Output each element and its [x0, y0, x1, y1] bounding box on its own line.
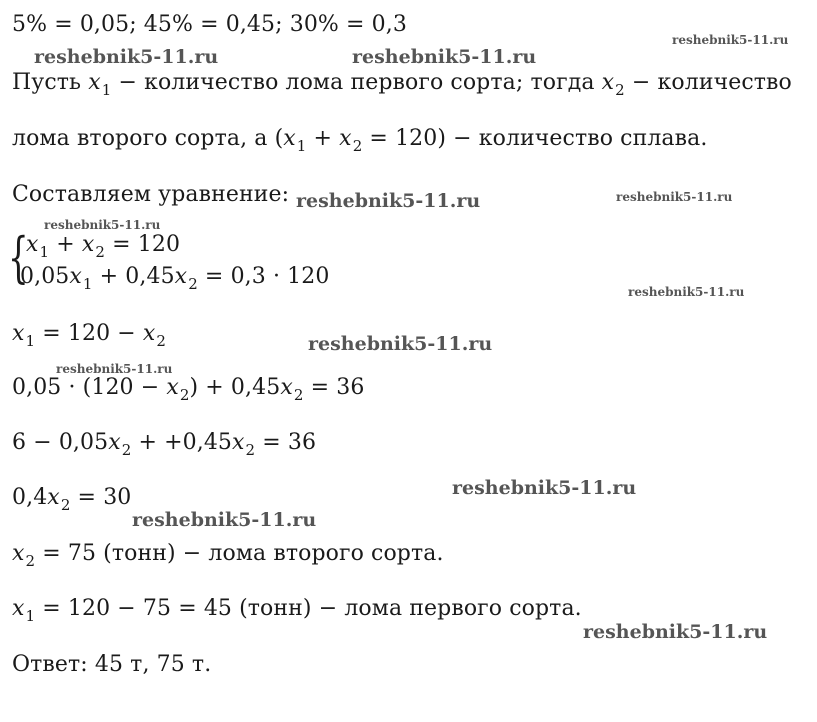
sub-2: 2 — [25, 552, 36, 570]
var-x: x — [69, 264, 82, 289]
let-statement — [12, 70, 792, 97]
system-brace: { — [8, 226, 29, 289]
sub-1: 1 — [25, 607, 36, 625]
text-result: = 120 − 75 = 45 (тонн) − лома первого сорта. — [35, 596, 582, 621]
sub-2: 2 — [352, 137, 363, 155]
watermark: reshebnik5-11.ru — [352, 46, 537, 68]
sub-2: 2 — [156, 332, 167, 350]
sub-2: 2 — [188, 275, 198, 293]
var-x: x — [339, 126, 352, 151]
text-rhs: = 30 — [70, 485, 132, 510]
watermark: reshebnik5-11.ru — [583, 621, 768, 643]
var-x: x — [601, 70, 615, 95]
text-amount: − количество — [624, 70, 792, 95]
percent-conversions: 5% = 0,05; 45% = 0,45; 30% = 0,3 — [12, 12, 407, 37]
step-express-x1 — [12, 321, 166, 348]
text-let: Пусть — [12, 70, 89, 95]
watermark: reshebnik5-11.ru — [672, 33, 789, 47]
var-x: x — [12, 596, 25, 621]
watermark: reshebnik5-11.ru — [44, 218, 161, 232]
watermark: reshebnik5-11.ru — [308, 333, 493, 355]
var-x: x — [166, 375, 179, 400]
watermark: reshebnik5-11.ru — [616, 190, 733, 204]
sub-1: 1 — [101, 81, 112, 99]
system-eq-2 — [20, 264, 329, 291]
step-x2-result — [12, 541, 444, 568]
text-lhs: 0,05 · (120 − — [12, 375, 167, 400]
sub-1: 1 — [82, 275, 93, 293]
text-mid: + +0,45 — [131, 430, 233, 455]
sub-2: 2 — [245, 441, 256, 459]
step-simplify — [12, 485, 131, 512]
watermark: reshebnik5-11.ru — [628, 285, 745, 299]
system-eq-1 — [26, 232, 180, 259]
text-alloy: = 120) − количество сплава. — [362, 126, 708, 151]
watermark: reshebnik5-11.ru — [56, 362, 173, 376]
text-rhs: = 0,3 · 120 — [197, 264, 330, 289]
var-x: x — [142, 321, 156, 346]
var-x: x — [12, 541, 25, 566]
var-x: x — [174, 264, 188, 289]
var-x: x — [12, 321, 25, 346]
watermark: reshebnik5-11.ru — [296, 190, 481, 212]
text-mid: ) + 0,45 — [189, 375, 281, 400]
step-substitute — [12, 375, 364, 402]
answer: Ответ: 45 т, 75 т. — [12, 652, 212, 677]
text-second-grade: лома второго сорта, а ( — [12, 126, 284, 151]
step-x1-result — [12, 596, 582, 623]
sub-2: 2 — [95, 243, 106, 261]
var-x: x — [47, 485, 60, 510]
text-lhs: 6 − 0,05 — [12, 430, 109, 455]
coef: 0,05 — [20, 264, 70, 289]
var-x: x — [232, 430, 245, 455]
watermark: reshebnik5-11.ru — [452, 477, 637, 499]
sub-2: 2 — [179, 386, 190, 404]
text-first-grade: − количество лома первого сорта; тогда — [111, 70, 602, 95]
text-coef: 0,4 — [12, 485, 48, 510]
text-result: = 75 (тонн) − лома второго сорта. — [35, 541, 444, 566]
var-x: x — [88, 70, 101, 95]
watermark: reshebnik5-11.ru — [34, 46, 219, 68]
var-x: x — [26, 232, 39, 257]
alloy-statement — [12, 126, 707, 153]
sub-2: 2 — [60, 496, 71, 514]
sub-2: 2 — [121, 441, 132, 459]
sub-2: 2 — [293, 386, 304, 404]
sub-1: 1 — [296, 137, 307, 155]
text-plus: + — [49, 232, 82, 257]
var-x: x — [280, 375, 293, 400]
var-x: x — [108, 430, 121, 455]
coef: + 0,45 — [92, 264, 175, 289]
text-plus: + — [306, 126, 340, 151]
text-rhs: = 120 − — [35, 321, 143, 346]
text-eq-120: = 120 — [105, 232, 181, 257]
text-rhs: = 36 — [303, 375, 365, 400]
sub-1: 1 — [25, 332, 36, 350]
var-x: x — [283, 126, 296, 151]
sub-2: 2 — [615, 81, 625, 99]
sub-1: 1 — [39, 243, 50, 261]
var-x: x — [81, 232, 95, 257]
compose-equation: Составляем уравнение: — [12, 182, 290, 207]
step-expand — [12, 430, 316, 457]
watermark: reshebnik5-11.ru — [132, 509, 317, 531]
text-rhs: = 36 — [255, 430, 317, 455]
